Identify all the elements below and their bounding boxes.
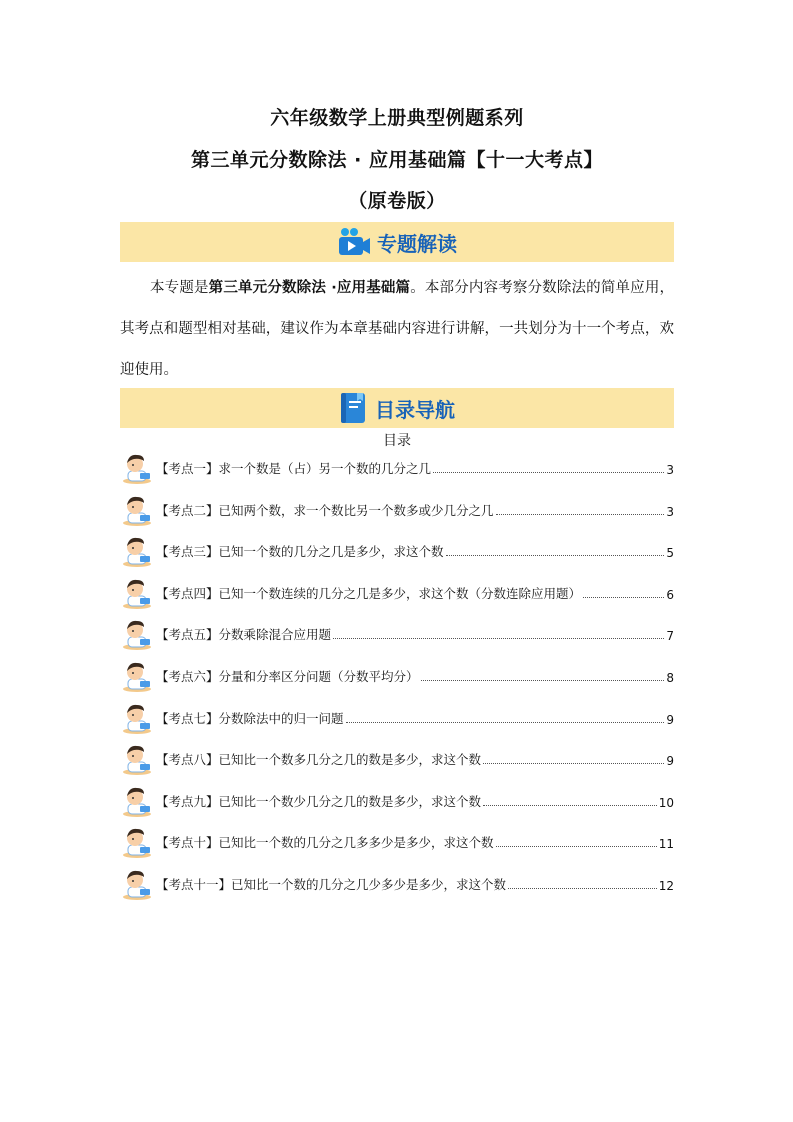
toc-page-number: 9 <box>666 754 674 769</box>
toc-item-8[interactable] <box>120 741 674 777</box>
book-icon <box>339 392 369 424</box>
toc-entry <box>156 709 674 727</box>
toc-page-number: 9 <box>666 712 674 727</box>
toc-entry <box>156 542 674 560</box>
student-avatar-icon <box>120 617 154 651</box>
toc-item-10[interactable] <box>120 824 674 860</box>
toc-item-4[interactable] <box>120 575 674 611</box>
toc-entry <box>156 625 674 643</box>
toc-item-5[interactable] <box>120 616 674 652</box>
intro-paragraph <box>120 268 674 391</box>
toc-entry-text: 【考点四】已知一个数连续的几分之几是多少，求这个数（分数连除应用题） <box>156 585 582 601</box>
toc-entry <box>156 833 674 851</box>
toc-leader-dots <box>421 680 665 681</box>
student-avatar-icon <box>120 742 154 776</box>
toc-page-number: 7 <box>666 629 674 644</box>
toc-leader-dots <box>496 846 657 847</box>
toc-page-number: 10 <box>658 795 674 810</box>
toc-entry <box>156 459 674 477</box>
toc-entry <box>156 792 674 810</box>
toc-page-number: 3 <box>666 463 674 477</box>
toc-page-number: 5 <box>666 546 674 561</box>
student-avatar-icon <box>120 493 154 527</box>
toc-leader-dots <box>433 472 664 473</box>
toc-item-1[interactable] <box>120 450 674 486</box>
toc-entry-text: 【考点十一】已知比一个数的几分之几少多少是多少，求这个数 <box>156 877 507 892</box>
student-avatar-icon <box>120 576 154 610</box>
video-play-icon <box>337 227 371 257</box>
toc-entry <box>156 750 674 768</box>
student-avatar-icon <box>120 451 154 485</box>
toc-leader-dots <box>346 722 665 723</box>
toc-page-number: 11 <box>658 837 674 852</box>
toc-leader-dots <box>483 805 657 806</box>
toc-leader-dots <box>508 888 657 889</box>
toc-page-number: 6 <box>666 587 674 602</box>
intro-prefix: 本专题是 <box>150 280 209 296</box>
toc-entry-text: 【考点一】求一个数是（占）另一个数的几分之几 <box>156 461 432 476</box>
student-avatar-icon <box>120 534 154 568</box>
toc-entry-text: 【考点八】已知比一个数多几分之几的数是多少，求这个数 <box>156 752 482 768</box>
toc-item-2[interactable] <box>120 492 674 528</box>
toc-entry <box>156 875 674 893</box>
section-band-toc <box>120 388 674 428</box>
intro-bold: 第三单元分数除法 ·应用基础篇 <box>208 280 411 296</box>
toc-leader-dots <box>496 514 665 515</box>
toc-entry <box>156 584 674 602</box>
toc-entry-text: 【考点二】已知两个数，求一个数比另一个数多或少几分之几 <box>156 502 494 518</box>
toc-item-7[interactable] <box>120 700 674 736</box>
toc-item-9[interactable] <box>120 783 674 819</box>
toc-leader-dots <box>446 555 665 556</box>
section-band-intro <box>120 222 674 262</box>
student-avatar-icon <box>120 659 154 693</box>
toc-entry <box>156 667 674 685</box>
toc-leader-dots <box>483 763 664 764</box>
toc-entry-text: 【考点十】已知比一个数的几分之几多多少是多少，求这个数 <box>156 835 494 851</box>
toc-title: 目录 <box>383 433 411 449</box>
toc-entry-text: 【考点三】已知一个数的几分之几是多少，求这个数 <box>156 544 444 560</box>
toc-page-number: 3 <box>666 504 674 519</box>
document-subtitle: 第三单元分数除法 · 应用基础篇【十一大考点】 <box>191 149 603 171</box>
student-avatar-icon <box>120 867 154 901</box>
toc-entry-text: 【考点七】分数除法中的归一问题 <box>156 710 344 726</box>
toc-page-number: 12 <box>658 879 674 893</box>
toc-page-number: 8 <box>666 671 674 685</box>
toc-leader-dots <box>333 638 664 639</box>
toc-item-3[interactable] <box>120 533 674 569</box>
section-label-toc: 目录导航 <box>375 397 455 422</box>
document-title: 六年级数学上册典型例题系列 <box>270 107 524 129</box>
student-avatar-icon <box>120 701 154 735</box>
document-version: （原卷版） <box>348 190 446 212</box>
toc-entry-text: 【考点五】分数乘除混合应用题 <box>156 627 332 643</box>
student-avatar-icon <box>120 825 154 859</box>
intro-rest: 。本部分内容考察分数除法的简单应用，其考点和题型相对基础，建议作为本章基础内容进行讲解，一共划分为十一个考点，欢迎使用。 <box>120 280 675 378</box>
toc-item-6[interactable] <box>120 658 674 694</box>
section-label-intro: 专题解读 <box>377 231 457 256</box>
toc-entry <box>156 501 674 519</box>
toc-item-11[interactable] <box>120 866 674 902</box>
toc-leader-dots <box>583 597 664 598</box>
toc-entry-text: 【考点九】已知比一个数少几分之几的数是多少，求这个数 <box>156 793 482 809</box>
toc-entry-text: 【考点六】分量和分率区分问题（分数平均分） <box>156 669 419 684</box>
student-avatar-icon <box>120 784 154 818</box>
